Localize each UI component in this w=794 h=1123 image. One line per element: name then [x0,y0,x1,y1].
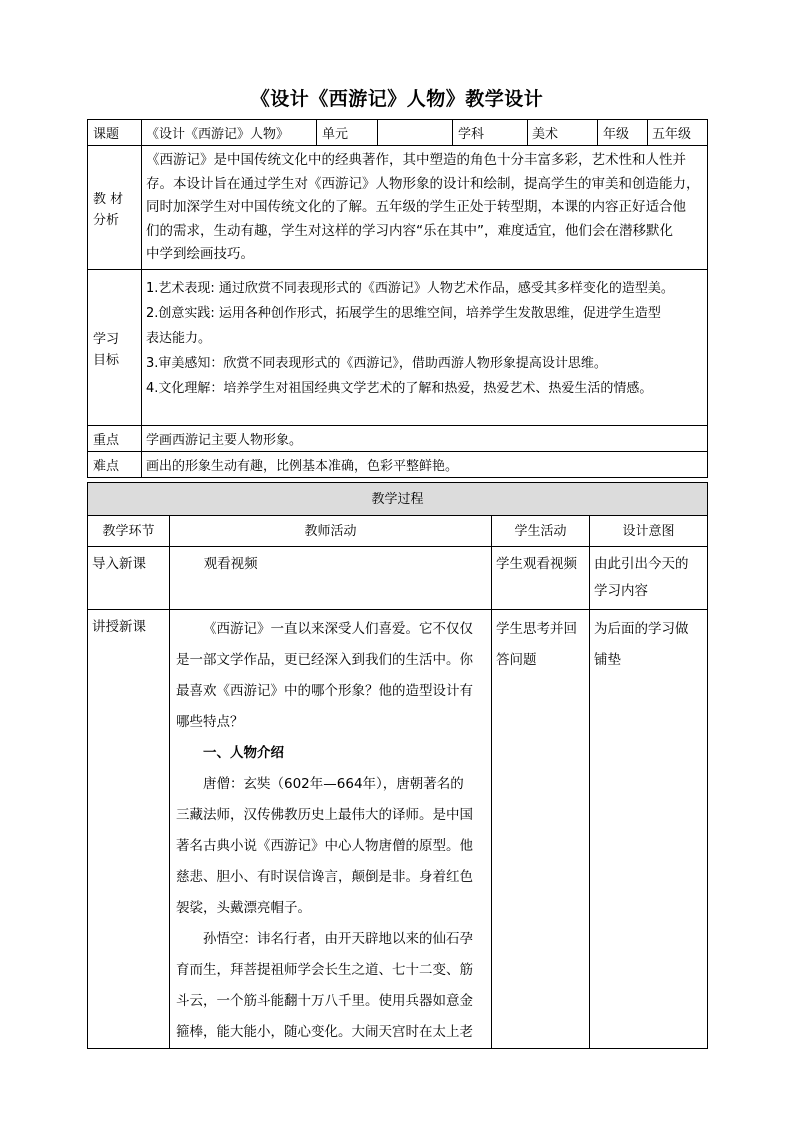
student-cell [492,547,590,610]
subject-value: 美术 [528,120,598,146]
analysis-label-line-2: 分析 [93,212,120,228]
teacher-line: 育而生，拜菩提祖师学会长生之道、七十二变、筋 [176,962,473,978]
teacher-cell [170,547,492,610]
process-heading-row [88,483,708,516]
objective-line: 2.创意实践: 运用各种创作形式，拓展学生的思维空间，培养学生发散思维，促进学生造型 [146,306,661,321]
stage-cell [88,547,170,610]
objectives-label-line-2: 目标 [93,352,120,368]
teacher-line: 著名古典小说《西游记》中心人物唐僧的原型。他 [176,838,473,854]
stage-text: 讲授新课 [92,619,146,635]
analysis-row [88,146,708,270]
analysis-content [142,146,708,270]
analysis-line: 们的需求，生动有趣，学生对这样的学习内容“乐在其中”，难度适宜，他们会在潜移默化 [146,222,673,239]
analysis-line: 同时加深学生对中国传统文化的了解。五年级的学生正处于转型期，本课的内容正好适合他 [146,199,686,215]
key-point-label: 重点 [88,426,142,452]
topic-label: 课题 [88,120,142,146]
student-cell [492,610,590,1049]
intent-line: 学习内容 [594,583,648,599]
objective-line: 1.艺术表现: 通过欣赏不同表现形式的《西游记》人物艺术作品，感受其多样变化的造型美。 [146,281,674,296]
student-line: 学生思考并回 [496,621,577,637]
intent-line: 为后面的学习做 [594,621,689,637]
teacher-line: 三藏法师，汉传佛教历史上最伟大的译师。是中国 [176,807,473,823]
objectives-label-line-1: 学习 [93,331,120,347]
teacher-line: 最喜欢《西游记》中的哪个形象？他的造型设计有 [176,683,473,699]
teacher-line: 《西游记》一直以来深受人们喜爱。它不仅仅 [203,621,473,637]
teaching-process-table [87,482,708,1049]
student-line: 答问题 [496,652,537,668]
analysis-line: 中学到绘画技巧。 [146,246,254,262]
teacher-cell [170,610,492,1049]
teacher-line: 哪些特点？ [176,714,244,730]
col-header-intent: 设计意图 [590,516,708,547]
difficulty-row [88,452,708,478]
difficulty-label: 难点 [88,452,142,478]
unit-value [378,120,453,146]
teacher-line: 是一部文学作品，更已经深入到我们的生活中。你 [176,652,473,668]
analysis-label [88,146,142,270]
teacher-line: 慈悲、胆小、有时误信谗言，颠倒是非。身着红色 [176,869,473,885]
objective-line: 3.审美感知：欣赏不同表现形式的《西游记》，借助西游人物形象提高设计思维。 [146,356,607,371]
teacher-line: 箍棒，能大能小，随心变化。大闹天宫时在太上老 [176,1024,473,1040]
stage-cell [88,610,170,1049]
objectives-content [142,270,708,426]
process-heading: 教学过程 [88,483,708,516]
teacher-line: 孙悟空：讳名行者，由开天辟地以来的仙石孕 [203,931,473,947]
teacher-line: 斗云，一个筋斗能翻十万八千里。使用兵器如意金 [176,993,473,1009]
analysis-line: 《西游记》是中国传统文化中的经典著作，其中塑造的角色十分丰富多彩，艺术性和人性并 [146,152,686,168]
col-header-student: 学生活动 [492,516,590,547]
grade-value: 五年级 [648,120,708,146]
unit-label: 单元 [317,120,378,146]
objectives-row [88,270,708,426]
objective-line: 表达能力。 [146,331,212,346]
col-header-stage: 教学环节 [88,516,170,547]
objective-line: 4.文化理解：培养学生对祖国经典文学艺术的了解和热爱，热爱艺术、热爱生活的情感。 [146,381,653,396]
key-point-row [88,426,708,452]
lesson-info-table [87,119,708,478]
info-row [88,120,708,146]
analysis-label-line-1: 教 材 [93,191,124,207]
teacher-line: 袈裟，头戴漂亮帽子。 [176,900,311,916]
process-header-row [88,516,708,547]
analysis-line: 存。本设计旨在通过学生对《西游记》人物形象的设计和绘制，提高学生的审美和创造能力， [146,175,700,192]
key-point-text: 学画西游记主要人物形象。 [142,426,708,452]
topic-value: 《设计《西游记》人物》 [142,120,317,146]
intent-line: 由此引出今天的 [594,556,689,572]
teacher-line: 观看视频 [203,556,258,572]
process-row-new-lesson [88,610,708,1049]
subject-label: 学科 [453,120,528,146]
grade-label: 年级 [598,120,648,146]
intent-cell [590,547,708,610]
teacher-line: 唐僧：玄奘（602年—664年），唐朝著名的 [203,776,464,792]
intent-cell [590,610,708,1049]
objectives-label [88,270,142,426]
col-header-teacher: 教师活动 [170,516,492,547]
difficulty-text: 画出的形象生动有趣，比例基本准确，色彩平整鲜艳。 [142,452,708,478]
stage-text: 导入新课 [92,556,146,572]
intent-line: 铺垫 [594,652,621,668]
process-row-intro [88,547,708,610]
student-line: 学生观看视频 [496,556,577,572]
section-heading: 一、人物介绍 [203,745,284,761]
document-title: 《设计《西游记》人物》教学设计 [250,88,544,110]
